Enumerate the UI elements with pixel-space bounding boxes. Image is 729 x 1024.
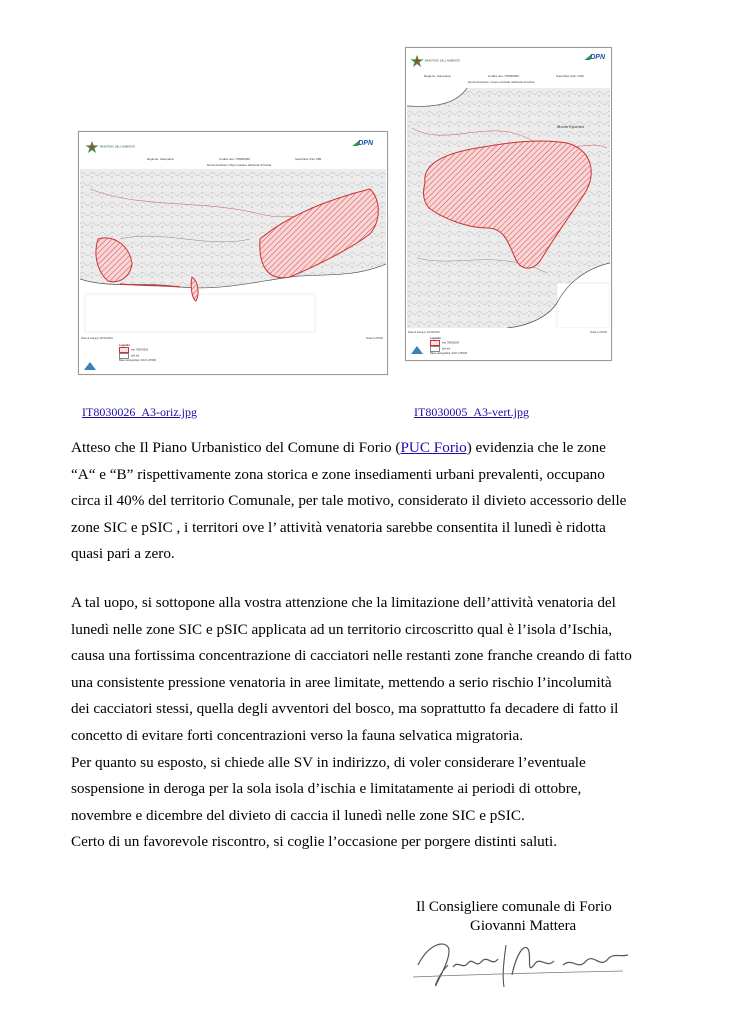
text-line: Per quanto su esposto, si chiede alle SV in indirizzo, di voler considerare l’eventuale xyxy=(71,753,586,771)
text-line: novembre e dicembre del divieto di caccia il lunedì nelle zone SIC e pSIC. xyxy=(71,806,525,824)
text-line: circa il 40% del territorio Comunale, per tale motivo, considerato il divieto accessorio delle xyxy=(71,492,627,510)
paragraph-puc xyxy=(71,435,671,568)
dpn-logo-text: DPN xyxy=(590,54,605,61)
signature-role: Il Consigliere comunale di Forio xyxy=(416,899,612,915)
map-caption-left[interactable]: IT8030026_A3-oriz.jpg xyxy=(82,405,197,419)
text-line: una consistente pressione venatoria in aree limitate, mettendo a serio rischio l’incolumità xyxy=(71,673,612,691)
text-line: A tal uopo, si sottopone alla vostra attenzione che la limitazione dell’attività venatoria del xyxy=(71,594,616,611)
handwritten-signature xyxy=(408,935,638,995)
text-line: Certo di un favorevole riscontro, si coglie l’occasione per porgere distinti saluti. xyxy=(71,833,558,851)
header-surface: Superficie (ha): 1310 xyxy=(556,74,584,78)
small-logo-icon xyxy=(410,344,424,356)
dpn-logo xyxy=(353,139,373,147)
paragraph-request xyxy=(71,590,671,856)
header-code: Codice sito: IT8030026 xyxy=(219,157,250,161)
legend-title: Legenda xyxy=(430,337,441,340)
text-line: Atteso che Il Piano Urbanistico del Comune di Forio (PUC Forio) evidenzia che le zone xyxy=(71,439,606,456)
text-line: lunedì nelle zone SIC e pSIC applicata ad un territorio circoscritto qual è l’isola d’Ischia, xyxy=(71,620,613,638)
text-line: concetto di evitare forti concentrazioni verso la fauna selvatica migratoria. xyxy=(71,726,524,744)
text-line: zone SIC e pSIC , i territori ove l’ attività venatoria sarebbe consentita il lunedì è ridotta xyxy=(71,518,606,536)
header-region: Regione: Campania xyxy=(424,74,451,78)
legend-base: Base cartografica: IGM 1:25'000 xyxy=(430,352,468,356)
dpn-logo-icon: ◢ xyxy=(352,140,359,147)
puc-forio-link[interactable]: PUC Forio xyxy=(400,439,467,456)
text-line: sospensione in deroga per la sola isola d’ischia e limitatamente ai periodi di ottobre, xyxy=(71,780,582,798)
header-code: Codice sito: IT8030005 xyxy=(488,74,519,78)
legend-item: sito IT8030026 xyxy=(119,347,156,353)
map-footer-scale: Scala 1:25'000 xyxy=(365,337,383,340)
legend-item: altri siti xyxy=(119,353,156,359)
map-image-right xyxy=(405,47,612,361)
map-caption-right[interactable]: IT8030005_A3-vert.jpg xyxy=(414,405,529,419)
signature-name: Giovanni Mattera xyxy=(470,918,577,934)
dpn-logo-icon: ◢ xyxy=(584,54,591,61)
small-logo-icon xyxy=(83,360,97,372)
header-name: Denominazione: Corpo centrale dell'isola di Ischia xyxy=(468,80,535,84)
map-footer-scale: Scala 1:25'000 xyxy=(589,331,607,334)
map-image-left xyxy=(78,131,388,375)
header-surface: Superficie (ha): 685 xyxy=(295,157,322,161)
text-line: “A“ e “B” rispettivamente zona storica e zone insediamenti urbani prevalenti, occupano xyxy=(71,465,605,483)
legend-item: altri siti xyxy=(430,346,467,352)
legend-item: sito IT8030005 xyxy=(430,340,467,346)
ministry-logo-text: MINISTERO DELL'AMBIENTE xyxy=(424,59,461,63)
text-line: causa una fortissima concentrazione di cacciatori nelle restanti zone franche creando di fatto xyxy=(71,647,632,665)
text-line: dei cacciatori stessi, quella degli avventori del bosco, ma soprattutto fa decadere di fatto il xyxy=(71,700,619,718)
map-footer-date: Data di stampa: 06/12/2010 xyxy=(408,331,440,334)
dpn-logo-text: DPN xyxy=(358,140,373,147)
ministry-logo xyxy=(410,55,460,67)
header-region: Regione: Campania xyxy=(147,157,174,161)
header-name: Denominazione: Rupi costiere dell'isola di Ischia xyxy=(207,163,272,167)
map-footer-date: Data di stampa: 06/12/2010 xyxy=(81,337,113,340)
star-logo-icon xyxy=(410,55,424,67)
legend-base: Base cartografica: IGM 1:25'000 xyxy=(119,359,157,363)
text-line: quasi pari a zero. xyxy=(71,545,175,563)
dpn-logo xyxy=(585,53,605,61)
star-logo-icon xyxy=(85,141,99,153)
map-legend xyxy=(430,337,467,356)
svg-text:Monte Epomeo: Monte Epomeo xyxy=(557,124,585,129)
ministry-logo-text: MINISTERO DELL'AMBIENTE xyxy=(99,145,136,149)
map-right-drawing xyxy=(407,88,610,328)
ministry-logo xyxy=(85,141,135,153)
map-left-drawing xyxy=(80,169,386,334)
legend-title: Legenda xyxy=(119,344,130,347)
map-legend xyxy=(119,344,156,363)
